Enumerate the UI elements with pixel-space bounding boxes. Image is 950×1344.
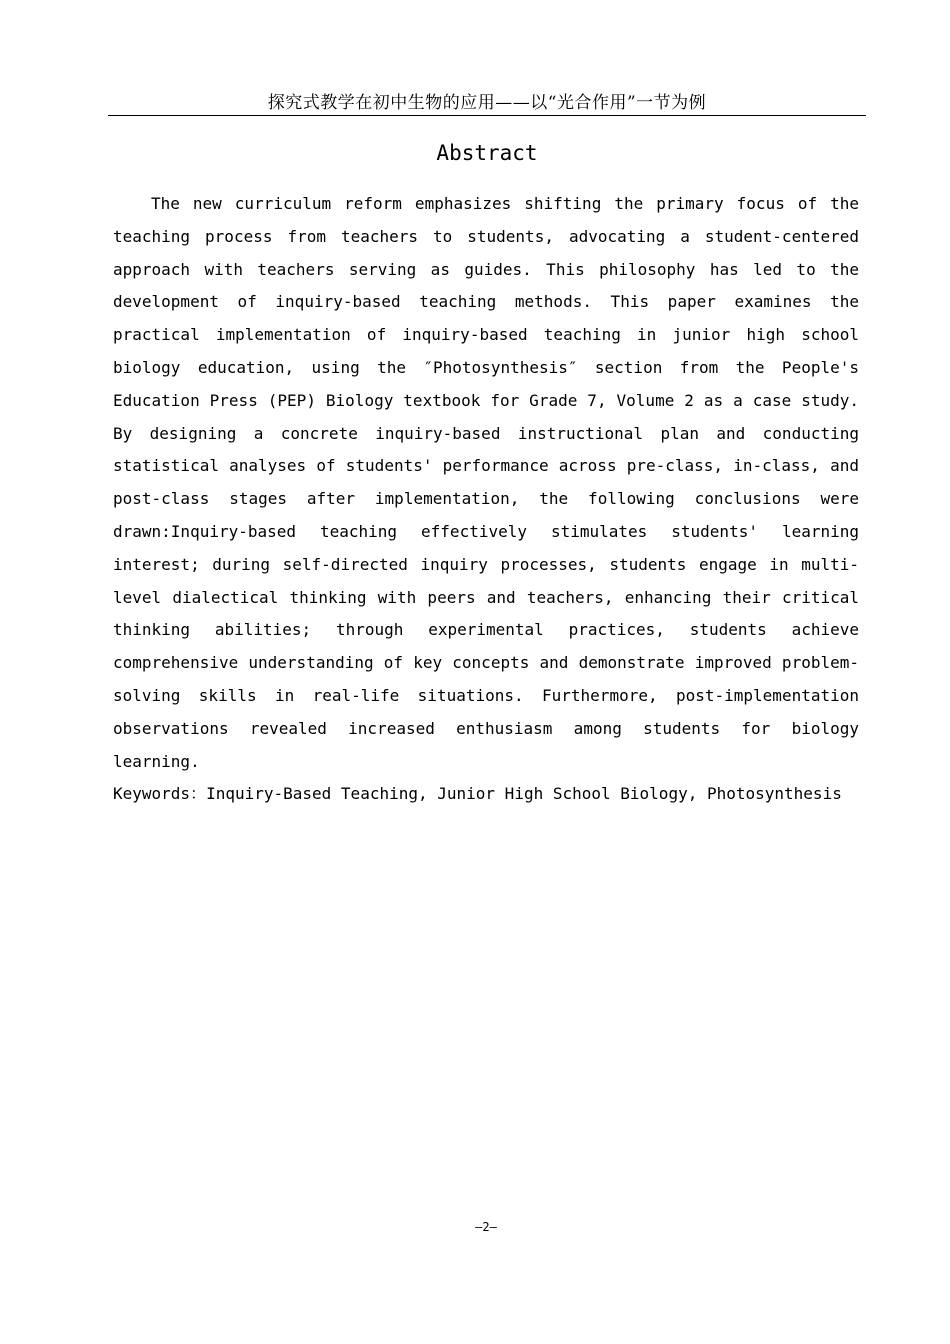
abstract-paragraph: The new curriculum reform emphasizes shifting the primary focus of the teaching process from teachers to students, advocating a student-centered approach with teachers serving as guides. This philosophy has led to the development of inquiry-based teaching methods. This paper examines the practical implementation of inquiry-based teaching in junior high school biology education, using the ″Photosynthesis″ section from the People's Education Press (PEP) Biology textbook for Grade 7, Volume 2 as a case study. By designing a concrete inquiry-based instructional plan and conducting statistical analyses of students' performance across pre-class, in-class, and post-class stages after implementation, the following conclusions were drawn:Inquiry-based teaching effectively stimulates students' learning interest; during self-directed inquiry processes, students engage in multi-level dialectical thinking with peers and teachers, enhancing their critical thinking abilities; through experimental practices, students achieve comprehensive understanding of key concepts and demonstrate improved problem-solving skills in real-life situations. Furthermore, post-implementation observations revealed increased enthusiasm among students for biology learning. — [113, 194, 859, 771]
page-number: —2— — [475, 1220, 497, 1234]
header-divider — [108, 115, 866, 116]
abstract-heading: Abstract — [436, 141, 538, 165]
keywords-line: Keywords：Inquiry-Based Teaching, Junior High School Biology, Photosynthesis — [113, 784, 842, 803]
running-header: 探究式教学在初中生物的应用——以“光合作用”一节为例 — [267, 93, 707, 113]
